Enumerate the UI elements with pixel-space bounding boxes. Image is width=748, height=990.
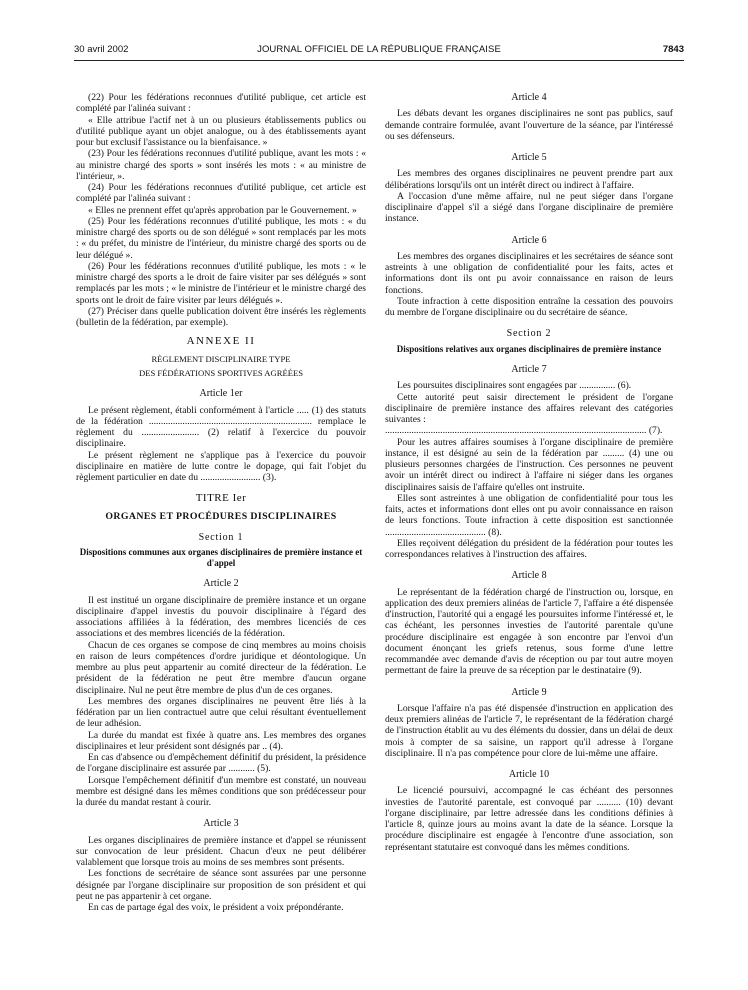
section-1-title: Dispositions communes aux organes disciplinaires de première instance et d'appel <box>79 547 363 568</box>
note-22: (22) Pour les fédérations reconnues d'utilité publique, cet article est complété par l'alinéa suivant : <box>76 92 366 115</box>
article-2-para-5: En cas d'absence ou d'empêchement définitif du président, la présidence de l'organe disciplinaire est assurée par ........... (5). <box>76 752 366 775</box>
article-8-heading: Article 8 <box>511 570 547 582</box>
note-23: (23) Pour les fédérations reconnues d'utilité publique, avant les mots : « au ministre chargé des sports » sont insérés les mots : « au ministre de l'intérieur, ». <box>76 148 366 182</box>
article-6-para-1: Les membres des organes disciplinaires et les secrétaires de séance sont astreints à une obligation de confidentialité pour les faits, actes et informations dont ils ont pu avoir connaissance en raison de leurs fonctions. <box>385 250 673 296</box>
article-1-heading: Article 1er <box>199 388 243 400</box>
article-4-heading: Article 4 <box>511 92 547 103</box>
note-25: (25) Pour les fédérations reconnues d'utilité publique, les mots : « du ministre chargé des sports ou de son délégué » sont remplacés par les mots : « du préfet, du ministre de l'intérieur, du ministre chargé des sports ou de leur délégué ». <box>76 215 366 261</box>
article-2-para-4: La durée du mandat est fixée à quatre ans. Les membres des organes disciplinaires et leur président sont désignés par .. (4). <box>76 729 366 752</box>
right-column <box>385 92 673 853</box>
titre-heading: TITRE Ier <box>195 492 247 505</box>
section-2-heading: Section 2 <box>506 328 552 340</box>
article-3-heading: Article 3 <box>203 818 239 830</box>
article-7-para-3: ............................................................................................................. (7). <box>385 425 663 437</box>
quote-24: « Elles ne prennent effet qu'après approbation par le Gouvernement. » <box>88 204 357 216</box>
article-7-para-5: Elles sont astreintes à une obligation de confidentialité pour tous les faits, actes et informations dont elles ont pu avoir connaissance en raison de leurs fonctions. Toute infraction à cette disposition est sanctionnée .......................................... (8). <box>385 492 673 538</box>
article-2-para-6: Lorsque l'empêchement définitif d'un membre est constaté, un nouveau membre est désigné dans les mêmes conditions que son prédécesseur pour la durée du mandat restant à courir. <box>76 774 366 808</box>
article-6-para-2: Toute infraction à cette disposition entraîne la cessation des pouvoirs du membre de l'organe disciplinaire ou du secrétaire de séance. <box>385 295 673 318</box>
organes-heading: ORGANES ET PROCÉDURES DISCIPLINAIRES <box>105 510 337 522</box>
article-3-para-3: En cas de partage égal des voix, le président a voix prépondérante. <box>88 902 344 913</box>
federations-title: DES FÉDÉRATIONS SPORTIVES AGRÉÉES <box>139 367 303 378</box>
header-rule <box>74 60 684 61</box>
article-1-para-2: Le présent règlement ne s'applique pas à l'exercice du pouvoir disciplinaire en matière de lutte contre le dopage, qui fait l'objet du règlement particulier en date du ......................... (3). <box>76 449 366 484</box>
article-2-para-2: Chacun de ces organes se compose de cinq membres au moins choisis en raison de leurs compétences d'ordre juridique et déontologique. Un membre au plus peut appartenir au comité directeur de la fédération. Le président de la fédération ne peut être membre d'aucun organe disciplinaire. Nul ne peut être membre de plus d'un de ces organes. <box>76 639 366 696</box>
article-5-para-2: A l'occasion d'une même affaire, nul ne peut siéger dans l'organe disciplinaire d'appel s'il a siégé dans l'organe disciplinaire de première instance. <box>385 190 673 225</box>
header-date: 30 avril 2002 <box>74 44 129 55</box>
article-10-heading: Article 10 <box>508 769 550 781</box>
journal-title: JOURNAL OFFICIEL DE LA RÉPUBLIQUE FRANÇAISE <box>257 44 501 55</box>
article-7-para-4: Pour les autres affaires soumises à l'organe disciplinaire de première instance, il est désigné au sein de la fédération par ......... (4) une ou plusieurs personnes chargées de l'instruction. Ces personnes ne peuvent avoir un intérêt direct ou indirect à l'affaire ni siéger dans les organes disciplinaires saisis de l'affaire qu'elles ont instruite. <box>385 436 673 493</box>
article-10-para-1: Le licencié poursuivi, accompagné le cas échéant des personnes investies de l'autorité parentale, est convoqué par .......... (10) devant l'organe disciplinaire, par lettre adressée dans les conditions définies à l'article 8, quinze jours au moins avant la date de la séance. Lorsque la procédure disciplinaire est engagée à l'encontre d'une association, son représentant statutaire est convoqué dans les mêmes conditions. <box>385 785 673 853</box>
reglement-title: RÈGLEMENT DISCIPLINAIRE TYPE <box>151 353 291 364</box>
article-8-para-1: Le représentant de la fédération chargé de l'instruction ou, lorsque, en application des deux premiers alinéas de l'article 7, l'affaire a été dispensée d'instruction, l'autorité qui a engagé les poursuites informe l'intéressé et, le cas échéant, les personnes investies de l'autorité parentale qu'une procédure disciplinaire est engagée à son encontre par l'envoi d'un document énonçant les griefs retenus, sous forme d'une lettre recommandée avec demande d'avis de réception ou par tout autre moyen permettant de faire la preuve de sa réception par le destinataire (9). <box>385 586 673 677</box>
article-2-para-3: Les membres des organes disciplinaires ne peuvent être liés à la fédération par un lien contractuel autre que celui résultant éventuellement de leur adhésion. <box>76 695 366 730</box>
article-9-para-1: Lorsque l'affaire n'a pas été dispensée d'instruction en application des deux premiers alinéas de l'article 7, le représentant de la fédération chargé de l'instruction établit au vu des éléments du dossier, dans un délai de deux mois à compter de sa saisine, un rapport qu'il adresse à l'organe disciplinaire. Il n'a pas compétence pour clore de lui-même une affaire. <box>385 702 673 759</box>
article-2-para-1: Il est institué un organe disciplinaire de première instance et un organe disciplinaire d'appel investis du pouvoir disciplinaire à l'égard des associations affiliées à la fédération, des membres licenciés de ces associations et des membres licenciés de la fédération. <box>76 594 366 640</box>
article-5-para-1: Les membres des organes disciplinaires ne peuvent prendre part aux délibérations lorsqu'ils ont un intérêt direct ou indirect à l'affaire. <box>385 168 673 191</box>
article-3-para-1: Les organes disciplinaires de première instance et d'appel se réunissent sur convocation de leur président. Chacun d'eux ne peut délibérer valablement que lorsque trois au moins de ses membres sont présents. <box>76 834 366 868</box>
quote-22: « Elle attribue l'actif net à un ou plusieurs établissements publics ou d'utilité publique ayant un objet analogue, ou à des établissements ayant pour but exclusif l'assistance ou la bienfaisance. » <box>76 114 366 148</box>
note-24: (24) Pour les fédérations reconnues d'utilité publique, cet article est complété par l'alinéa suivant : <box>76 182 366 205</box>
article-1-para-1: Le présent règlement, établi conformément à l'article ..... (1) des statuts de la fédération .................................................................... remplace le règlement du ........................ (2) relatif à l'exercice du pouvoir disciplinaire. <box>76 404 366 450</box>
article-3-para-2: Les fonctions de secrétaire de séance sont assurées par une personne désignée par l'organe disciplinaire sur proposition de son président et qui peut ne pas appartenir à cet organe. <box>76 868 366 902</box>
section-2-title: Dispositions relatives aux organes disciplinaires de première instance <box>396 343 662 354</box>
article-7-para-2: Cette autorité peut saisir directement le président de l'organe disciplinaire de première instance des affaires relevant des catégories suivantes : <box>385 391 673 426</box>
article-7-heading: Article 7 <box>511 364 547 376</box>
left-column <box>76 92 366 913</box>
article-4-para-1: Les débats devant les organes disciplinaires ne sont pas publics, sauf demande contraire formulée, avant l'ouverture de la séance, par l'intéressé ou ses défenseurs. <box>385 108 673 142</box>
article-2-heading: Article 2 <box>203 578 239 590</box>
section-1-heading: Section 1 <box>198 531 244 543</box>
article-7-para-1: Les poursuites disciplinaires sont engagées par ............... (6). <box>397 380 632 392</box>
article-6-heading: Article 6 <box>511 234 547 246</box>
article-7-para-6: Elles reçoivent délégation du président de la fédération pour toutes les correspondances relatives à l'instruction des affaires. <box>385 537 673 561</box>
note-26: (26) Pour les fédérations reconnues d'utilité publique, les mots : « le ministre chargé des sports a le droit de faire visiter par ses délégués » sont remplacés par les mots ; « le ministre de l'intérieur et le ministre chargé des sports ont le droit de faire visiter par leurs délégués ». <box>76 260 366 306</box>
annexe-heading: ANNEXE II <box>186 335 256 348</box>
article-5-heading: Article 5 <box>511 152 547 163</box>
page-header <box>74 44 684 58</box>
page-number: 7843 <box>662 44 684 55</box>
note-27: (27) Préciser dans quelle publication doivent être insérés les règlements (bulletin de la fédération, par exemple). <box>76 305 366 328</box>
article-9-heading: Article 9 <box>511 686 547 698</box>
